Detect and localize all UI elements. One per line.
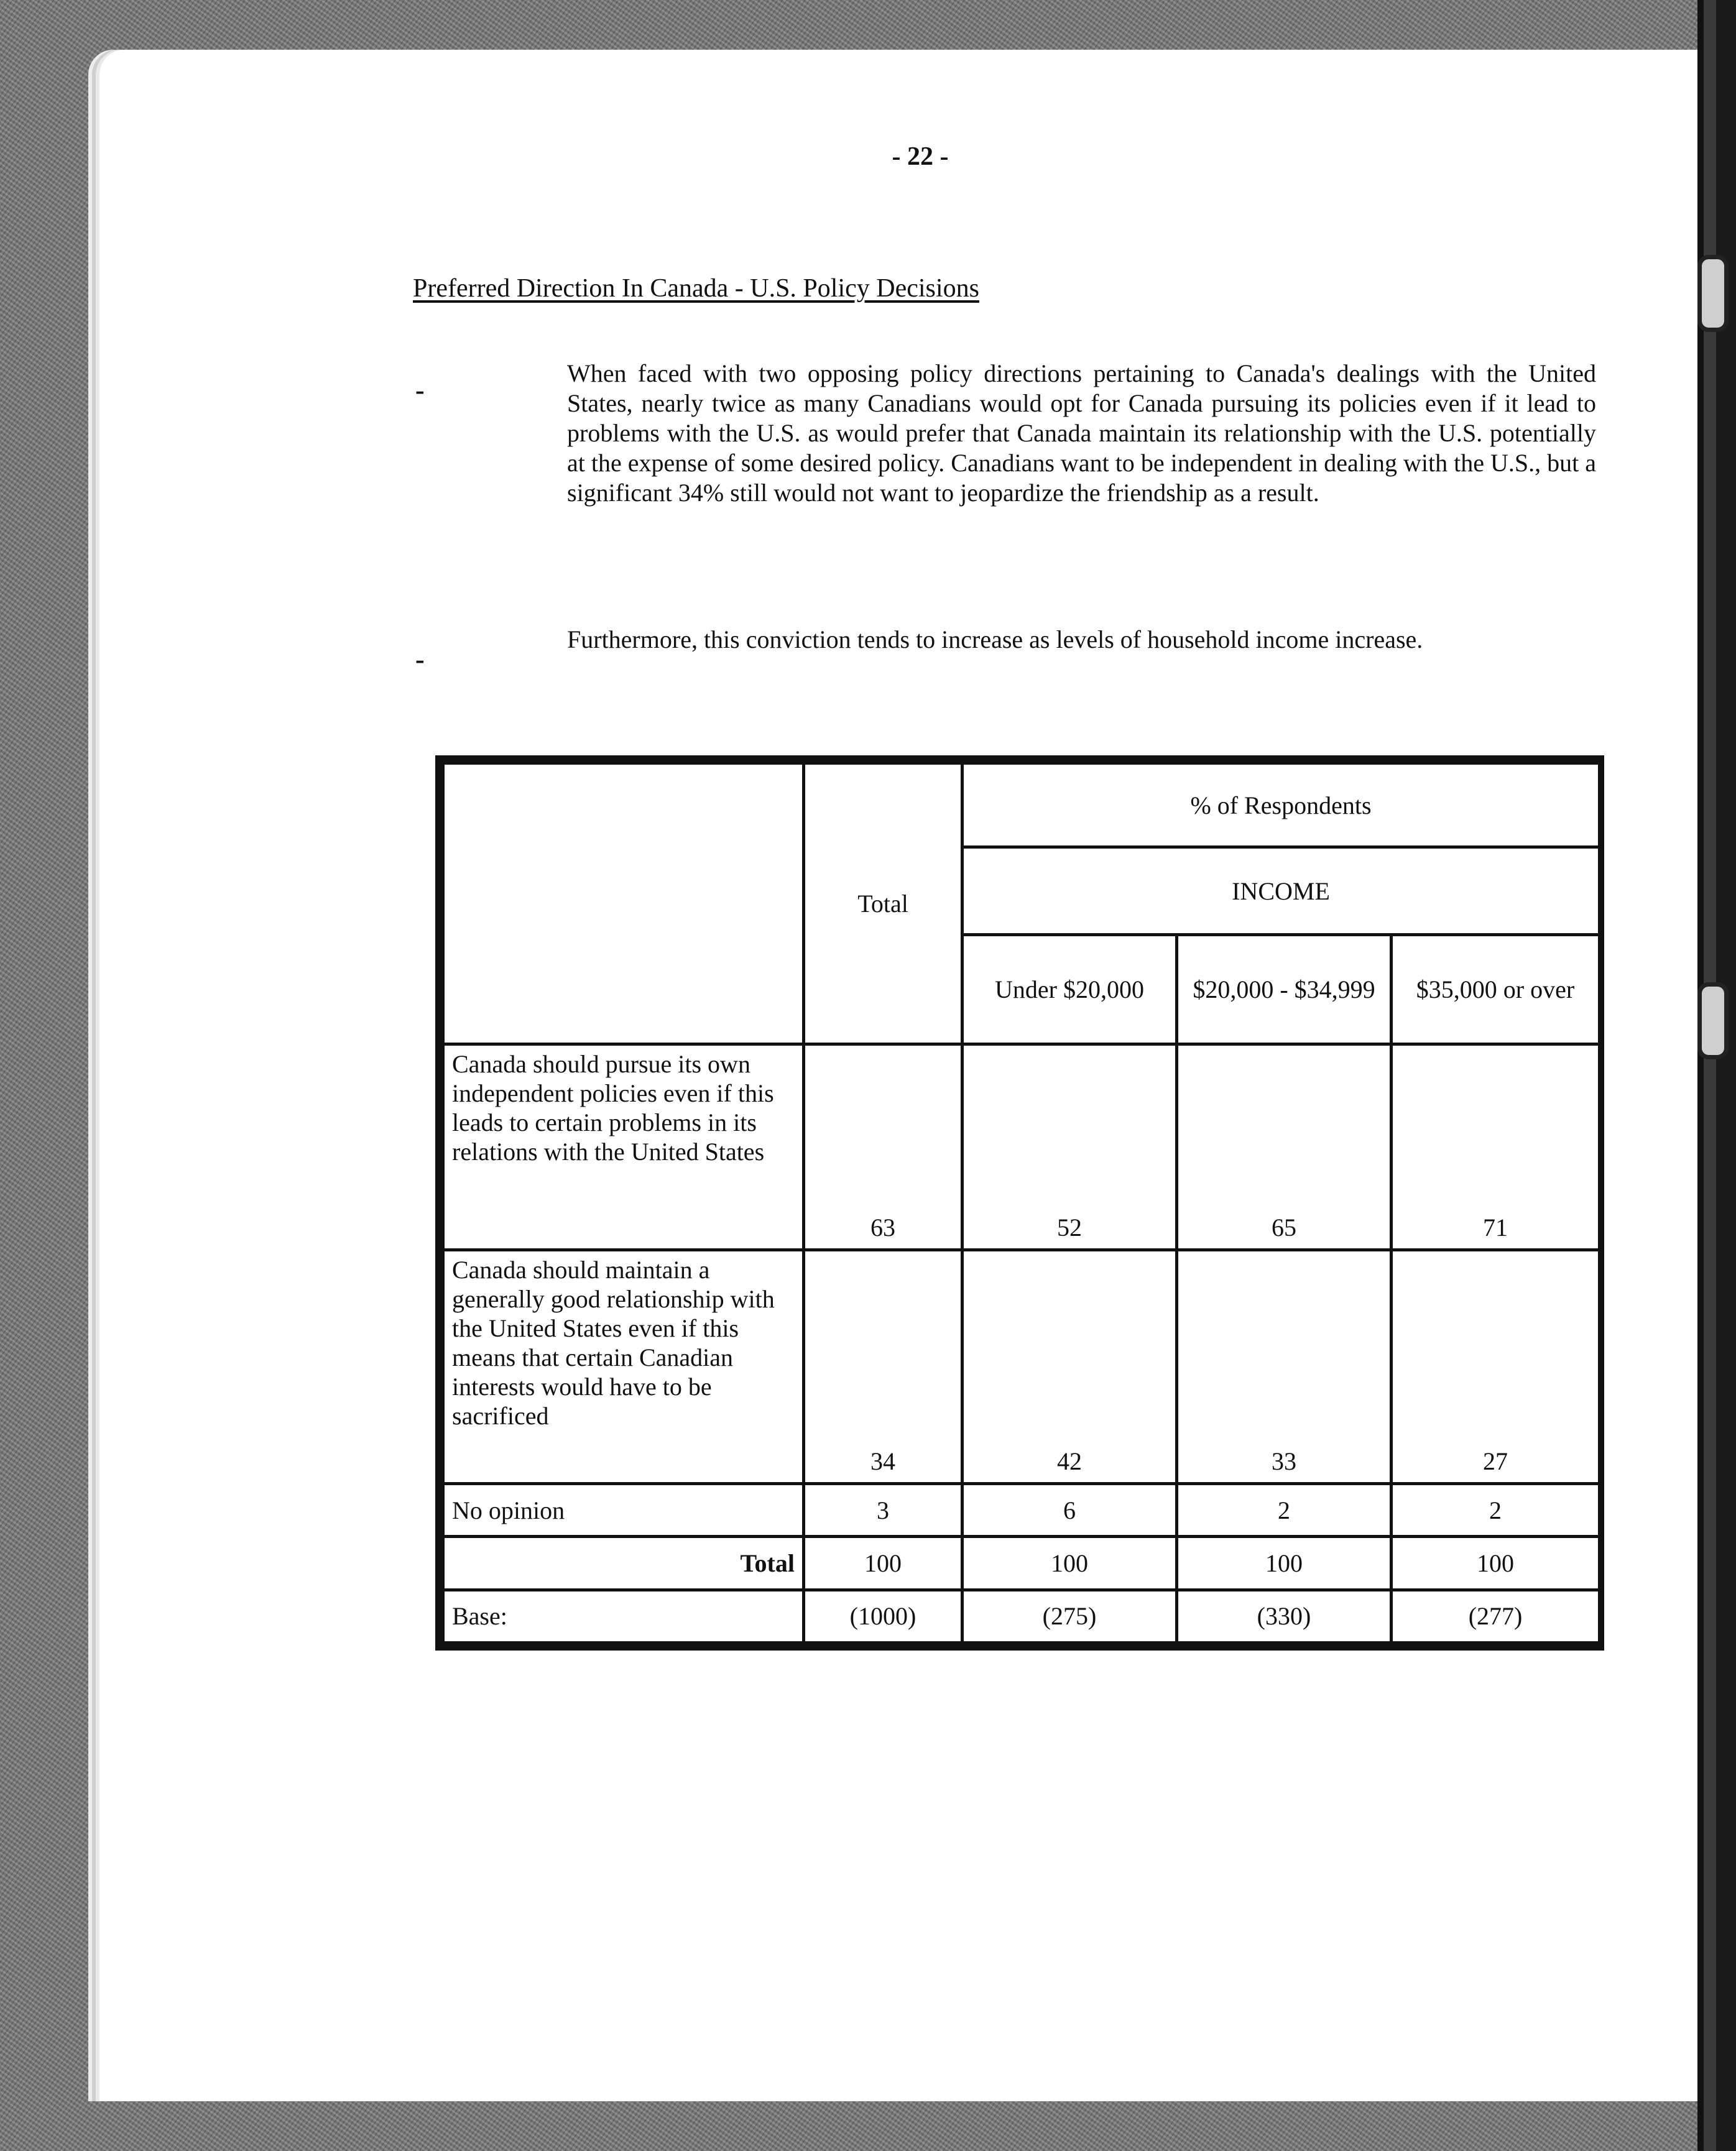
page-number: - 22 - (892, 142, 949, 171)
table-row (443, 1484, 1600, 1537)
table-row (443, 1250, 1600, 1483)
col-header-under-20000: Under $20,000 (963, 934, 1177, 1044)
cell-value: 33 (1177, 1250, 1392, 1483)
table-corner-cell (443, 763, 804, 1044)
paragraph-1: When faced with two opposing policy directions pertaining to Canada's dealings with the United States, nearly twice as many Canadians would opt for Canada pursuing its policies even if it lead to problems with the U.S. as would prefer that Canada maintain its relationship with the U.S. potentially at the expense of some desired policy. Canadians want to be independent in dealing with the U.S., but a significant 34% still would not want to jeopardize the friendship as a result. (567, 359, 1596, 507)
cell-value: 2 (1392, 1484, 1600, 1537)
table-row (443, 1590, 1600, 1642)
col-header-35000-over: $35,000 or over (1392, 934, 1600, 1044)
col-header-total: Total (804, 763, 963, 1044)
cell-value: 34 (804, 1250, 963, 1483)
cell-value: 100 (804, 1537, 963, 1590)
row-label: Total (443, 1537, 804, 1590)
cell-value: 2 (1177, 1484, 1392, 1537)
table-row (443, 1537, 1600, 1590)
cell-value: 65 (1177, 1044, 1392, 1250)
binder-ring (1697, 255, 1729, 332)
cell-value: 100 (1392, 1537, 1600, 1590)
results-table (435, 755, 1604, 1651)
cell-value: 71 (1392, 1044, 1600, 1250)
cell-value: 42 (963, 1250, 1177, 1483)
cell-value: 6 (963, 1484, 1177, 1537)
bullet-dash: - (415, 644, 425, 675)
cell-value: 63 (804, 1044, 963, 1250)
col-header-20000-34999: $20,000 - $34,999 (1177, 934, 1392, 1044)
cell-value: 100 (1177, 1537, 1392, 1590)
row-label: No opinion (443, 1484, 804, 1537)
income-header: INCOME (963, 847, 1600, 934)
cell-value: (275) (963, 1590, 1177, 1642)
cell-value: 3 (804, 1484, 963, 1537)
respondents-header: % of Respondents (963, 763, 1600, 847)
table-row (443, 1044, 1600, 1250)
cell-value: 52 (963, 1044, 1177, 1250)
cell-value: 27 (1392, 1250, 1600, 1483)
row-label: Canada should maintain a generally good relationship with the United States even if this means that certain Canadian interests would have to be sacrificed (443, 1250, 804, 1483)
section-heading: Preferred Direction In Canada - U.S. Policy Decisions (413, 274, 979, 303)
binder-edge (1697, 0, 1736, 2151)
binder-ring (1697, 982, 1729, 1059)
bullet-dash: - (415, 375, 425, 405)
cell-value: (277) (1392, 1590, 1600, 1642)
row-label: Base: (443, 1590, 804, 1642)
cell-value: (330) (1177, 1590, 1392, 1642)
row-label: Canada should pursue its own independent policies even if this leads to certain problems in its relations with the United States (443, 1044, 804, 1250)
paragraph-2: Furthermore, this conviction tends to increase as levels of household income increase. (567, 625, 1423, 653)
cell-value: 100 (963, 1537, 1177, 1590)
cell-value: (1000) (804, 1590, 963, 1642)
